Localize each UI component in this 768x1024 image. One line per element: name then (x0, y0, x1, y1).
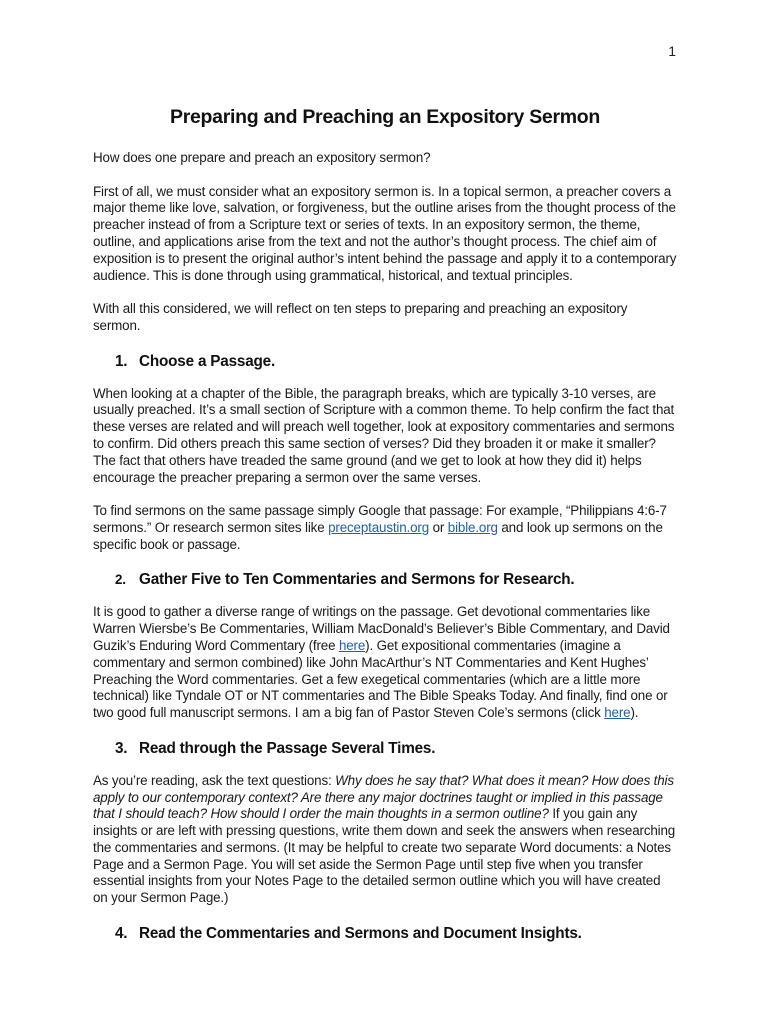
section-title: Read the Commentaries and Sermons and Document Insights. (139, 924, 582, 942)
section-3-paragraph (93, 773, 677, 907)
page-number: 1 (668, 43, 676, 59)
intro-definition: First of all, we must consider what an expository sermon is. In a topical sermon, a preacher covers a major theme like love, salvation, or forgiveness, but the outline arises from the thought process of the preacher instead of from a Scripture text or series of texts. In an expository sermon, the theme, outline, and applications arise from the text and not the author’s thought process. The chief aim of exposition is to present the original author’s intent behind the passage and apply it to a contemporary audience. This is done through using grammatical, historical, and textual principles. (93, 183, 677, 283)
text-run: ). (630, 705, 639, 721)
section-title: Choose a Passage. (139, 352, 276, 370)
preceptaustin-link[interactable]: preceptaustin.org (328, 519, 430, 535)
text-run: It is good to gather a diverse range of writings on the passage. Get devotional commentaries like Warren Wiersbe’s Be Commentaries, William MacDonald’s Believer’s Bible Commentary, and David Guzik’s Enduring Word Commentary (free (93, 604, 670, 653)
section-number: 1. (115, 352, 128, 370)
section-number: 4. (115, 924, 128, 942)
section-heading-3 (93, 739, 677, 759)
text-run: If you gain any insights or are left with pressing questions, write them down and seek the answers when researching the commentaries and sermons. (It may be helpful to create two separate Word documents: a Notes Page and a Sermon Page. You will set aside the Sermon Page until step five when you transfer essential insights from your Notes Page to the detailed sermon outline which you will have created on your Sermon Page.) (93, 806, 676, 906)
steven-cole-link[interactable]: here (604, 705, 631, 721)
section-2-paragraph (93, 604, 677, 722)
section-number: 3. (115, 739, 128, 757)
italic-questions: Why does he say that? What does it mean? How does this apply to our contemporary context? Are there any major doctrines taught or implied in this passage that I should teach? How should I order the main thoughts in a sermon outline? (93, 772, 674, 822)
text-run: As you’re reading, ask the text questions: (93, 772, 336, 788)
text-run: or (429, 519, 448, 535)
section-1-paragraph-2 (93, 503, 677, 553)
document-title: Preparing and Preaching an Expository Sermon (170, 106, 600, 128)
section-heading-4 (93, 924, 677, 944)
section-heading-2 (93, 570, 677, 590)
enduring-word-link[interactable]: here (338, 637, 366, 653)
section-heading-1 (93, 352, 677, 372)
document-body (93, 104, 677, 958)
text-run: and look up sermons on the specific book or passage. (93, 519, 663, 552)
section-title: Read through the Passage Several Times. (139, 739, 436, 757)
section-1-paragraph-1: When looking at a chapter of the Bible, the paragraph breaks, which are typically 3-10 verses, are usually preached. It’s a small section of Scripture with a common theme. To help confirm the fact that these verses are related and will preach well together, look at expository commentaries and sermons to confirm. Did others preach this same section of verses? Did they broaden it or make it smaller? The fact that others have treaded the same ground (and we get to look at how they did it) helps encourage the preacher preparing a sermon over the same verses. (93, 385, 675, 485)
intro-question: How does one prepare and preach an expository sermon? (93, 150, 431, 165)
section-number: 2. (115, 572, 126, 588)
intro-transition: With all this considered, we will reflect on ten steps to preparing and preaching an expository sermon. (93, 301, 628, 333)
text-run: ). Get expositional commentaries (imagine a commentary and sermon combined) like John MacArthur’s NT Commentaries and Kent Hughes’ Preaching the Word commentaries. Get a few exegetical commentaries (which are a little more technical) like Tyndale OT or NT commentaries and The Bible Speaks Today. And finally, find one or two good full manuscript sermons. I am a big fan of Pastor Steven Cole’s sermons (click (93, 637, 668, 721)
text-run: To find sermons on the same passage simply Google that passage: For example, “Philippians 4:6-7 sermons.” Or research sermon sites like (93, 503, 667, 535)
bible-org-link[interactable]: bible.org (447, 519, 498, 535)
section-title: Gather Five to Ten Commentaries and Sermons for Research. (139, 571, 575, 589)
